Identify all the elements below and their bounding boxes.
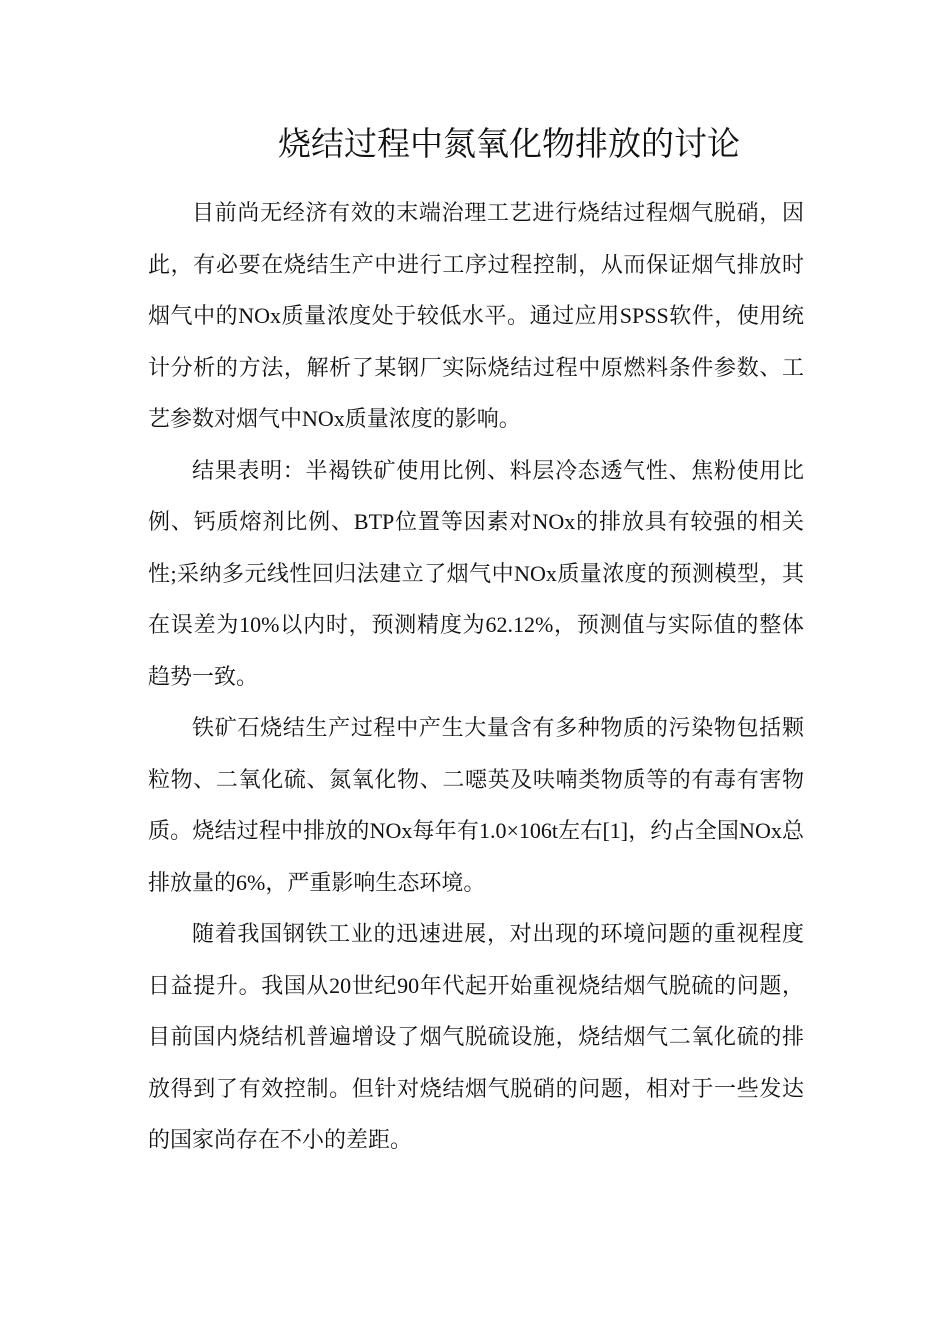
document-body <box>148 187 804 1166</box>
paragraph-1: 目前尚无经济有效的末端治理工艺进行烧结过程烟气脱硝，因此，有必要在烧结生产中进行工序过程控制，从而保证烟气排放时烟气中的NOx质量浓度处于较低水平。通过应用SPSS软件，使用统计分析的方法，解析了某钢厂实际烧结过程中原燃料条件参数、工艺参数对烟气中NOx质量浓度的影响。 <box>148 200 804 431</box>
paragraph-2: 结果表明：半褐铁矿使用比例、料层冷态透气性、焦粉使用比例、钙质熔剂比例、BTP位置等因素对NOx的排放具有较强的相关性;采纳多元线性回归法建立了烟气中NOx质量浓度的预测模型，其在误差为10%以内时，预测精度为62.12%，预测值与实际值的整体趋势一致。 <box>148 457 804 689</box>
paragraph-4: 随着我国钢铁工业的迅速进展，对出现的环境问题的重视程度日益提升。我国从20世纪90年代起开始重视烧结烟气脱硫的问题，目前国内烧结机普遍增设了烟气脱硫设施，烧结烟气二氧化硫的排放得到了有效控制。但针对烧结烟气脱硝的问题，相对于一些发达的国家尚存在不小的差距。 <box>148 921 804 1152</box>
paragraph-3: 铁矿石烧结生产过程中产生大量含有多种物质的污染物包括颗粒物、二氧化硫、氮氧化物、二噁英及呋喃类物质等的有毒有害物质。烧结过程中排放的NOx每年有1.0×106t左右[1]，约占全国NOx总排放量的6%，严重影响生态环境。 <box>148 715 804 895</box>
document-title: 烧结过程中氮氧化物排放的讨论 <box>278 124 740 163</box>
